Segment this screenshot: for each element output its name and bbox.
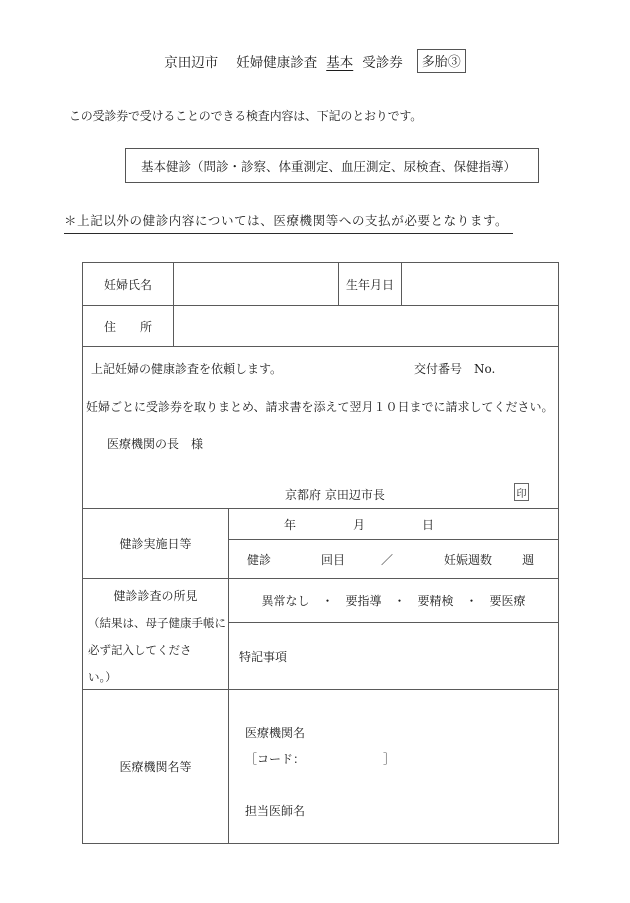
- row-exam-date: [83, 508, 558, 578]
- findings-label-line4: い。）: [88, 670, 117, 684]
- special-notes-label: 特記事項: [239, 649, 288, 664]
- exam-date-ymd: [229, 509, 558, 540]
- doctor-name-label: 担当医師名: [245, 804, 306, 818]
- row-facility: [83, 689, 558, 843]
- title-basic-underlined: 基本: [326, 55, 354, 71]
- findings-label-line3: 必ず記入してくださ: [88, 643, 192, 657]
- findings-label-line1: 健診診査の所見: [113, 589, 198, 603]
- addressee-line: 医療機関の長 様: [107, 437, 204, 451]
- findings-label-line2: （結果は、母子健康手帳に: [88, 616, 226, 630]
- findings-label: [83, 579, 229, 689]
- facility-section-label: 医療機関名等: [83, 690, 229, 843]
- slash-separator: ／: [381, 552, 394, 567]
- official-seal-box: 印: [514, 483, 529, 501]
- issue-number-label: 交付番号 No.: [414, 362, 496, 376]
- payment-note: ＊上記以外の健診内容については、医療機関等への支払が必要となります。: [64, 211, 513, 234]
- row-name-dob: [83, 263, 558, 305]
- gestation-weeks-label: 妊娠週数: [444, 552, 493, 567]
- dob-label: 生年月日: [339, 263, 402, 305]
- dob-field: [402, 263, 558, 305]
- day-label: 日: [422, 517, 435, 532]
- exam-date-label: 健診実施日等: [83, 509, 229, 578]
- document-title: [0, 49, 630, 73]
- address-label: 住 所: [83, 306, 174, 346]
- title-voucher: 受診券: [362, 55, 403, 71]
- facility-fields: [229, 690, 558, 843]
- pregnant-name-field: [174, 263, 339, 305]
- exam-date-fields: [229, 509, 558, 578]
- voucher-form-table: [82, 262, 559, 844]
- title-exam-name: 妊婦健康診査: [236, 55, 318, 71]
- month-label: 月: [353, 517, 366, 532]
- exam-contents-text: 基本健診（問診・診察、体重測定、血圧測定、尿検査、保健指導）: [141, 158, 517, 174]
- request-line: 上記妊婦の健康診査を依頼します。: [91, 362, 283, 376]
- multiple-birth-badge: 多胎③: [417, 49, 466, 73]
- facility-code-label: ［コード： ］: [245, 752, 396, 766]
- row-request-block: [83, 346, 558, 508]
- row-address: [83, 305, 558, 346]
- row-findings: [83, 578, 558, 689]
- intro-text: この受診券で受けることのできる検査内容は、下記のとおりです。: [69, 109, 423, 123]
- findings-options: 異常なし ・ 要指導 ・ 要精検 ・ 要医療: [229, 579, 558, 623]
- exam-count-weeks: [229, 540, 558, 578]
- findings-fields: [229, 579, 558, 689]
- exam-contents-box: [125, 148, 539, 183]
- pregnant-name-label: 妊婦氏名: [83, 263, 174, 305]
- title-city: 京田辺市: [164, 55, 219, 71]
- facility-name-label: 医療機関名: [245, 726, 306, 740]
- visit-count-label: 回目: [321, 552, 346, 567]
- weeks-unit-label: 週: [522, 552, 535, 567]
- billing-instruction: 妊婦ごとに受診券を取りまとめ、請求書を添えて翌月１０日までに請求してください。: [86, 400, 554, 414]
- address-field: [174, 306, 558, 346]
- year-label: 年: [284, 517, 297, 532]
- visit-label: 健診: [247, 552, 272, 567]
- issuer-name: 京都府 京田辺市長: [285, 488, 385, 502]
